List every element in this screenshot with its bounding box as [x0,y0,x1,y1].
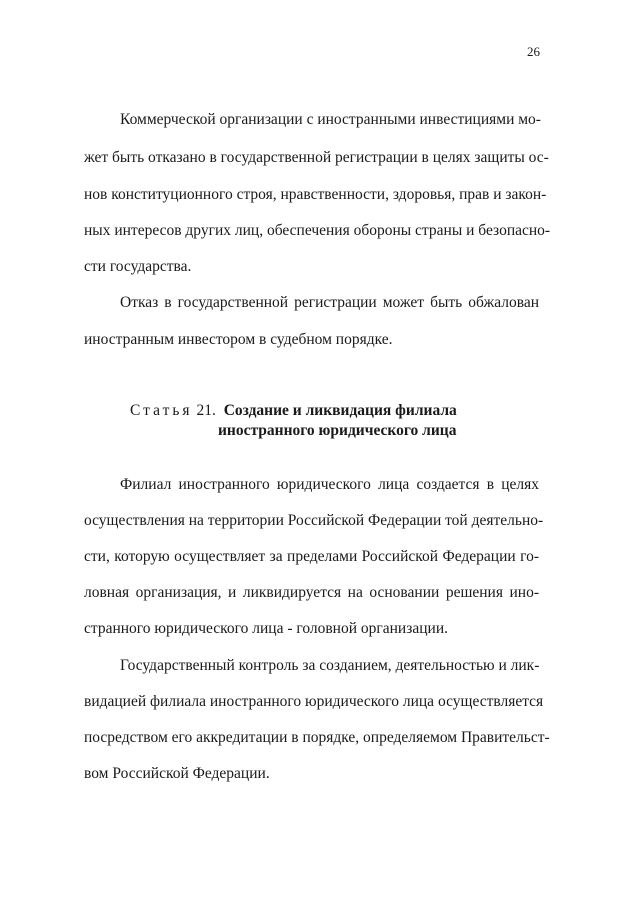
paragraph-3-line-1: Филиал иностранного юридического лица создается в целях [120,476,539,493]
paragraph-4-line-2: видацией филиала иностранного юридического лица осуществляется [84,693,544,710]
page-number: 26 [527,44,540,59]
paragraph-4-line-1: Государственный контроль за созданием, деятельностью и лик- [120,657,540,674]
paragraph-4-line-4: вом Российской Федерации. [84,765,270,782]
article-label: Статья [130,402,193,419]
paragraph-1-line-1: Коммерческой организации с иностранными инвестициями мо- [120,111,541,128]
article-title-line-1: Создание и ликвидация филиала [223,402,457,419]
paragraph-1-line-5: сти государства. [84,258,192,275]
paragraph-3-line-5: странного юридического лица - головной организации. [84,620,448,637]
paragraph-1-line-4: ных интересов других лиц, обеспечения обороны страны и безопасно- [84,222,551,239]
paragraph-3-line-3: сти, которую осуществляет за пределами Российской Федерации го- [84,548,539,565]
paragraph-3-line-4: ловная организация, и ликвидируется на основании решения ино- [84,584,539,601]
paragraph-1-line-3: нов конституционного строя, нравственности, здоровья, прав и закон- [84,186,547,203]
article-heading [130,402,457,420]
paragraph-4-line-3: посредством его аккредитации в порядке, определяемом Правительст- [84,729,550,746]
paragraph-3-line-2: осуществления на территории Российской Федерации той деятельно- [84,512,544,529]
paragraph-1-line-2: жет быть отказано в государственной регистрации в целях защиты ос- [84,149,549,166]
article-number: 21. [196,402,216,419]
paragraph-2-line-1: Отказ в государственной регистрации может быть обжалован [120,294,539,311]
article-title-line-2: иностранного юридического лица [218,422,457,439]
paragraph-2-line-2: иностранным инвестором в судебном порядке. [84,331,393,348]
